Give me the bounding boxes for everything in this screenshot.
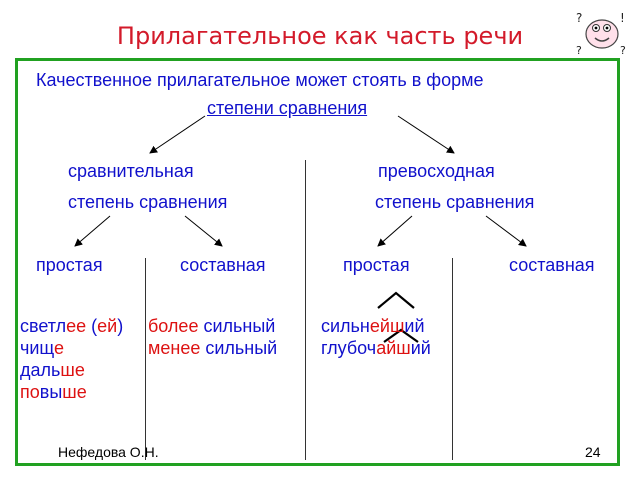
word-root: сильный [200, 338, 278, 358]
word-suffix: ше [62, 382, 87, 402]
svg-text:?: ? [620, 44, 626, 57]
intro-line-2: степени сравнения [207, 98, 368, 118]
word-root: глубоч [321, 338, 377, 358]
word-root: сильный [198, 316, 276, 336]
word-root: сильн [321, 316, 370, 336]
word-root: ий [404, 316, 425, 336]
arrow-to-sup-compound [486, 216, 526, 246]
arrow-to-comp-simple [75, 216, 110, 246]
example-word [20, 338, 64, 359]
arrow-to-comp-compound [185, 216, 222, 246]
word-root: даль [20, 360, 61, 380]
word-suffix: ее [66, 316, 87, 336]
example-word [321, 338, 431, 359]
word-root: вы [39, 382, 63, 402]
slide-title: Прилагательное как часть речи [116, 22, 524, 50]
word-suffix: айш [376, 338, 411, 358]
svg-text:!: ! [620, 11, 625, 25]
example-word [20, 382, 87, 403]
superlative-label-1: превосходная [378, 161, 495, 181]
example-word [20, 316, 123, 337]
example-word [148, 316, 275, 337]
word-root: светл [20, 316, 67, 336]
author: Нефедова О.Н. [58, 444, 159, 460]
svg-text:?: ? [576, 11, 583, 25]
suffix-mark-1 [378, 293, 414, 308]
superlative-compound-label: составная [509, 255, 595, 275]
word-root: чищ [20, 338, 55, 358]
word-suffix: более [148, 316, 199, 336]
comparative-label-2: степень сравнения [68, 192, 228, 212]
word-suffix: менее [148, 338, 201, 358]
word-root: ) [117, 316, 124, 336]
arrow-to-sup-simple [378, 216, 412, 246]
word-suffix: ше [60, 360, 85, 380]
example-word [20, 360, 85, 381]
word-suffix: ей [97, 316, 118, 336]
comparative-simple-label: простая [36, 255, 103, 275]
page-number: 24 [585, 444, 601, 460]
word-suffix: ейш [369, 316, 405, 336]
arrow-to-comparative [150, 116, 205, 153]
superlative-label-2: степень сравнения [375, 192, 535, 212]
word-suffix: е [54, 338, 65, 358]
svg-text:?: ? [576, 44, 582, 57]
word-root: ( [86, 316, 98, 336]
arrow-to-superlative [398, 116, 454, 153]
word-suffix: по [20, 382, 40, 402]
example-word [148, 338, 277, 359]
intro-line-1: Качественное прилагательное может стоять в форме [36, 70, 484, 90]
comparative-compound-label: составная [180, 255, 266, 275]
word-root: ий [410, 338, 431, 358]
superlative-simple-label: простая [343, 255, 410, 275]
example-word [321, 316, 425, 337]
comparative-label-1: сравнительная [68, 161, 194, 181]
